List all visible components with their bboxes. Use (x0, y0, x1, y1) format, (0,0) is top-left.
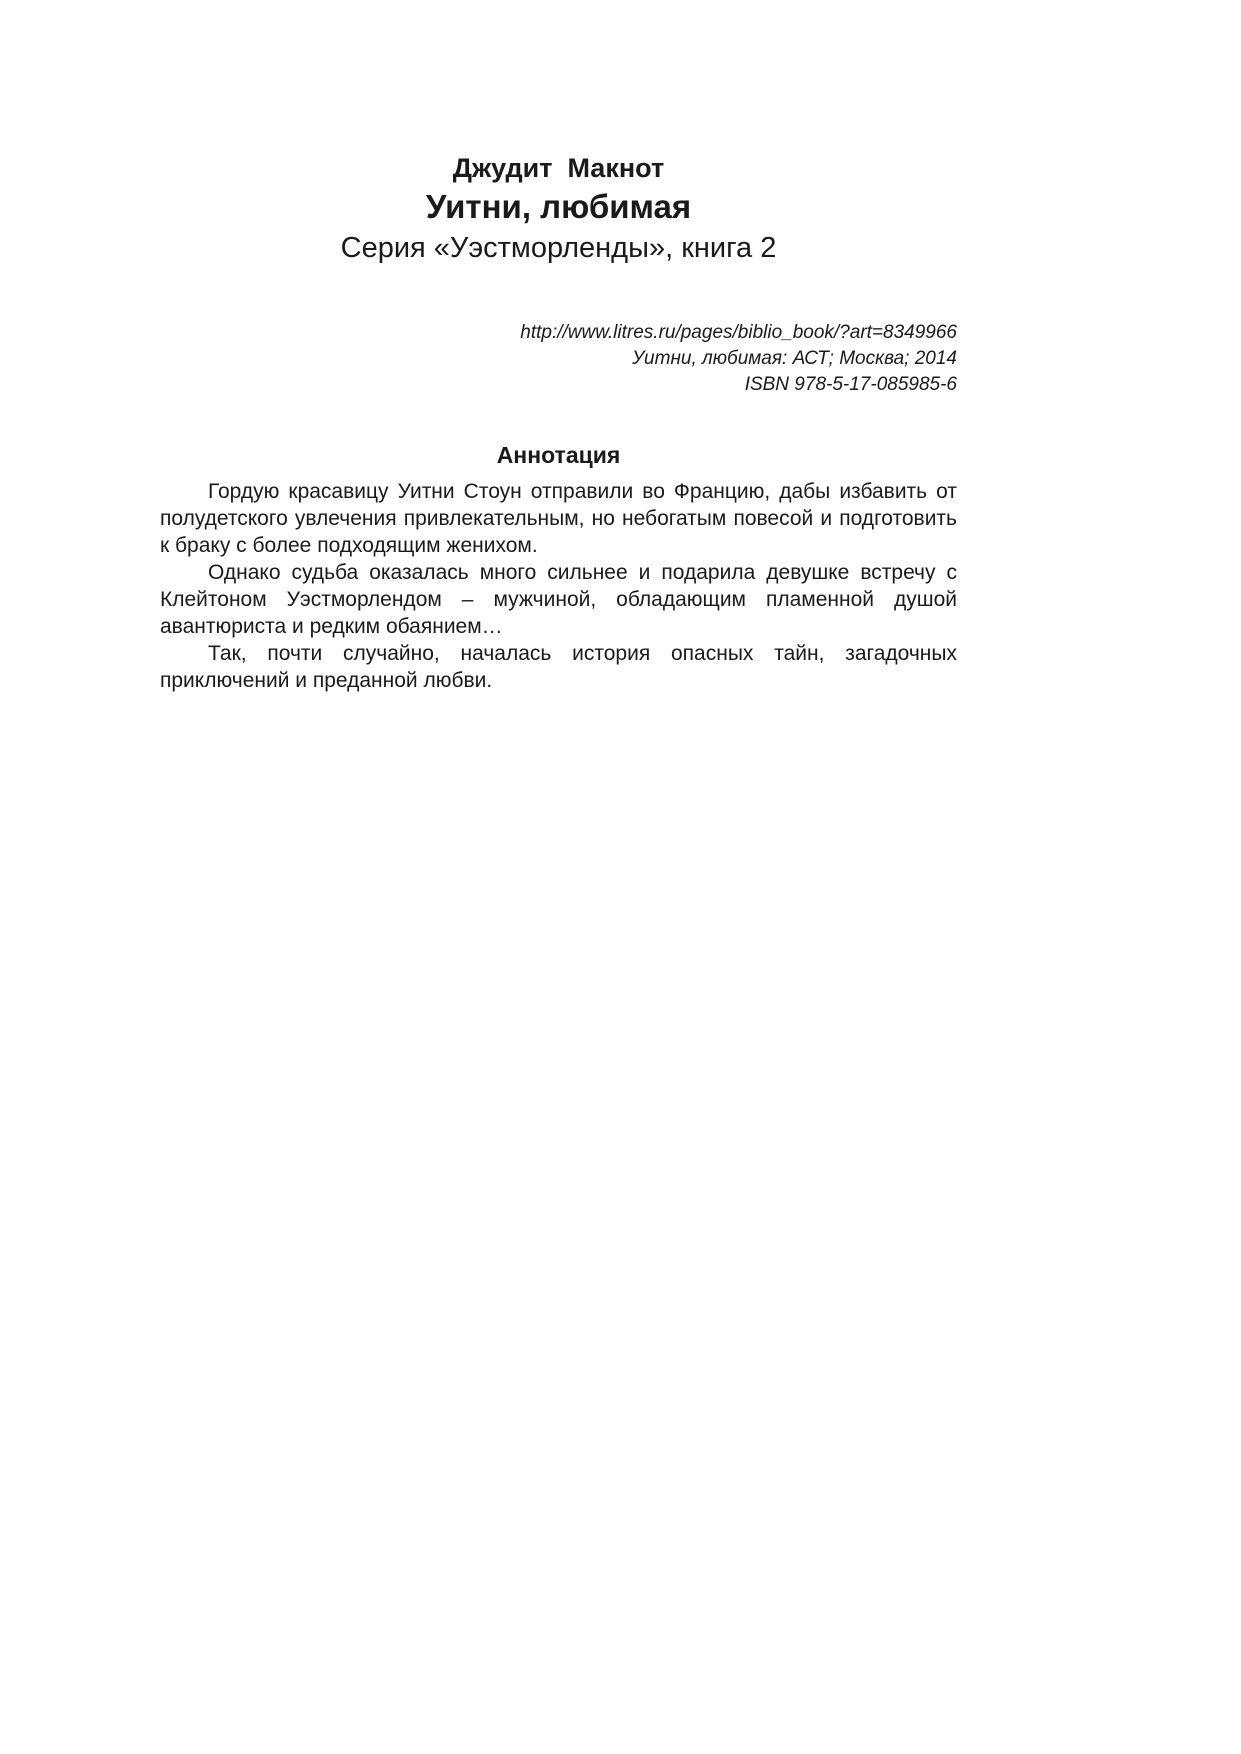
annotation-paragraph: Гордую красавицу Уитни Стоун отправили во Францию, дабы избавить от полудетского увлечения привлекательным, но небогатым повесой и подготовить к браку с более подходящим женихом. (160, 480, 957, 557)
imprint-line: Уитни, любимая: АСТ; Москва; 2014 (632, 348, 957, 369)
series-subtitle: Серия «Уэстморленды», книга 2 (340, 232, 777, 264)
annotation-paragraph: Однако судьба оказалась много сильнее и подарила девушке встречу с Клейтоном Уэстморлендом – мужчиной, обладающим пламенной душой авантюриста и редким обаянием… (160, 561, 957, 638)
publication-meta (160, 320, 957, 398)
isbn-line: ISBN 978-5-17-085985-6 (744, 374, 957, 395)
author-name: Джудит Макнот (452, 153, 665, 183)
annotation-body (160, 478, 957, 694)
book-title: Уитни, любимая (425, 188, 692, 225)
annotation-paragraph: Так, почти случайно, началась история опасных тайн, загадочных приключений и преданной любви. (160, 642, 957, 692)
source-url: http://www.litres.ru/pages/biblio_book/?art=8349966 (520, 322, 957, 343)
page-content (160, 150, 957, 694)
annotation-heading: Аннотация (496, 442, 621, 468)
